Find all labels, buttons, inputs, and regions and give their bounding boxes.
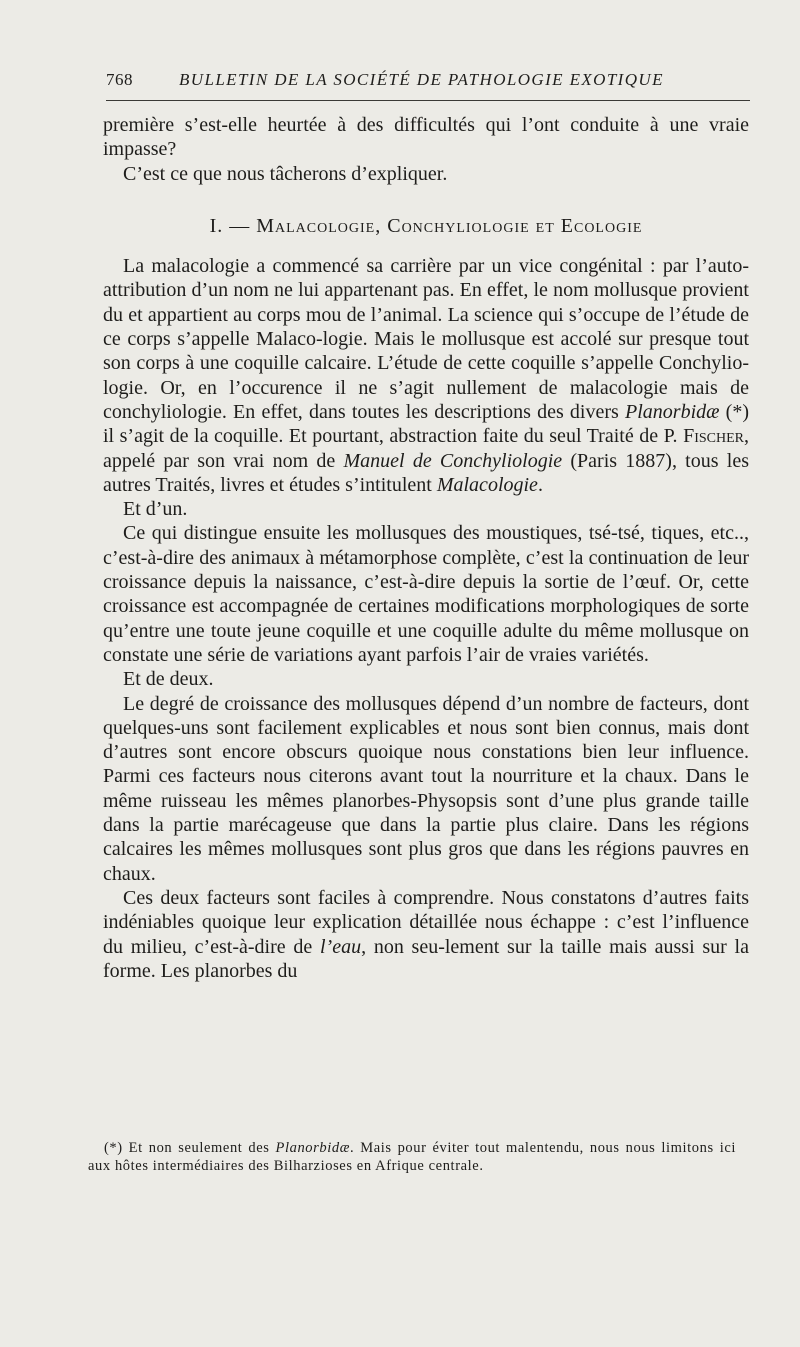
text-run: La malacologie a commencé sa carrière par un vice congénital : par l’auto-attribution d’un nom ne lui appartenant pas. En effet, le nom mollusque provient du et appartient au corps mou de l’animal. La science qui s’occupe de l’étude de ce corps s’appelle Malaco-logie. Mais le mollusque est accolé sur presque tout son corps à une coquille calcaire. L’étude de cette coquille s’appelle Conchylio-logie. Or, en l’occurence il ne s’agit nullement de malacologie mais de conchyliologie. En effet, dans toutes les descriptions des divers — [103, 255, 749, 423]
text-run: , appelé par son vrai nom de — [103, 425, 749, 472]
text-run: (Paris 1887), tous les autres Traités, livres et études s’intitulent — [103, 449, 749, 496]
footnote-text — [88, 1139, 736, 1175]
paragraph-malacologie — [103, 254, 749, 497]
paragraph: Ce qui distingue ensuite les mollusques des moustiques, tsé-tsé, tiques, etc.., c’est-à-dire des animaux à métamorphose complète, c’est la continuation de leur croissance depuis la naissance, c’est-à-dire depuis la sortie de l’œuf. Or, cette croissance est accompagnée de certaines modifications morphologiques de sorte qu’entre une toute jeune coquille et une coquille adulte du même mollusque on constate une série de variations ayant parfois l’air de vraies variétés. — [103, 522, 749, 666]
italic-term: Planorbidæ — [625, 400, 720, 423]
paragraph: Et d’un. — [123, 498, 188, 521]
text-run: Ces deux facteurs sont faciles à comprendre. Nous constatons d’autres faits indéniables quoique leur explication détaillée nous échappe : c’est l’influence du milieu, c’est-à-dire de — [103, 886, 749, 958]
page-number: 768 — [106, 70, 133, 89]
text-run: . Mais pour éviter tout malentendu, nous nous limitons ici aux hôtes intermédiaires des Bilharzioses en Afrique centrale. — [88, 1140, 736, 1174]
text-run: (*) il s’agit de la coquille. Et pourtant, abstraction faite du seul Traité de P. — [103, 400, 749, 448]
italic-term: Planorbidæ — [275, 1140, 350, 1156]
italic-term: l’eau — [319, 935, 362, 958]
italic-title: Malacologie — [436, 473, 538, 496]
header-rule — [106, 100, 750, 101]
paragraph: C’est ce que nous tâcherons d’expliquer. — [123, 162, 448, 185]
author-name: Fischer — [683, 425, 744, 448]
paragraph: Et de deux. — [123, 668, 214, 691]
article-body — [103, 113, 749, 983]
running-title: BULLETIN DE LA SOCIÉTÉ DE PATHOLOGIE EXOTIQUE — [179, 70, 664, 89]
text-run: . — [537, 473, 543, 496]
text-run: (*) Et non seulement des — [104, 1140, 276, 1156]
paragraph: Le degré de croissance des mollusques dépend d’un nombre de facteurs, dont quelques-uns sont facilement explicables et nous sont bien connus, mais dont d’autres sont encore obscurs quoique nous constations bien leur influence. Parmi ces facteurs nous citerons avant tout la nourriture et la chaux. Dans le même ruisseau les mêmes planorbes-Physopsis sont d’une plus grande taille dans la partie marécageuse que dans la partie plus claire. Dans les régions calcaires les mêmes mollusques sont plus gros que dans les régions pauvres en chaux. — [103, 692, 749, 885]
text-run: , non seu-lement sur la taille mais aussi sur la forme. Les planorbes du — [103, 935, 749, 982]
italic-title: Manuel de Conchyliologie — [343, 449, 563, 472]
paragraph-continuation: première s’est-elle heurtée à des difficultés qui l’ont conduite à une vraie impasse? — [103, 114, 749, 161]
footnote — [88, 1139, 736, 1175]
section-heading: I. — Malacologie, Conchyliologie et Ecologie — [209, 214, 643, 237]
paragraph — [103, 886, 749, 983]
